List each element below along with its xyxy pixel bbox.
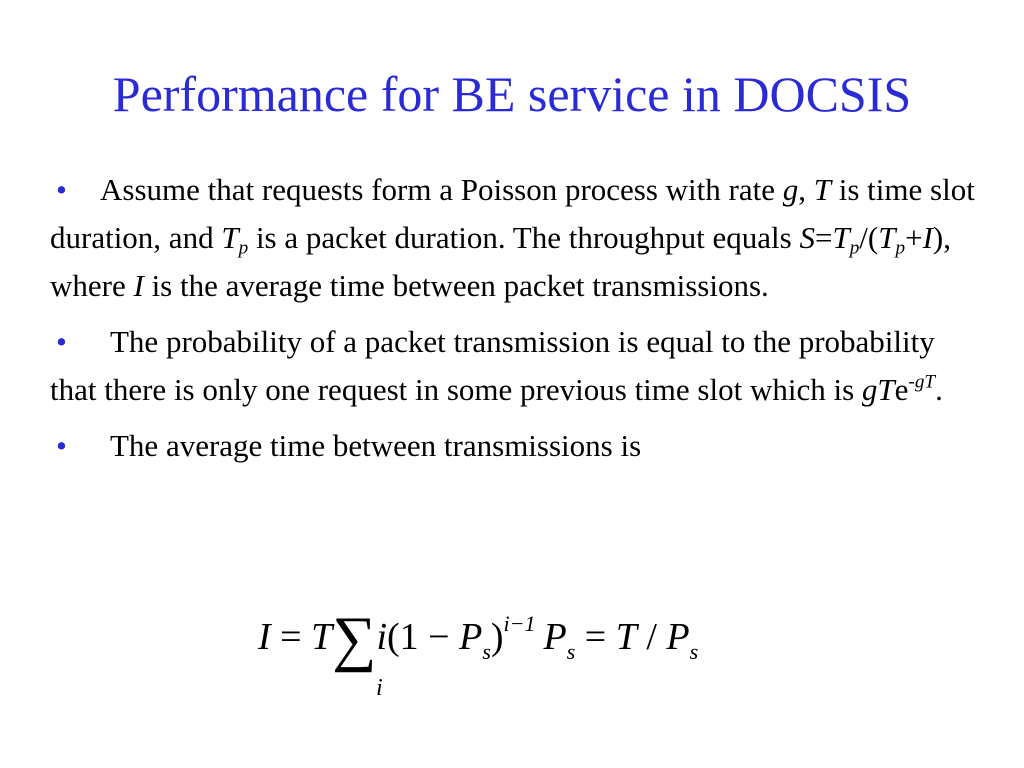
bullet-icon: •	[56, 428, 67, 463]
eq-power: i−1	[503, 611, 536, 636]
exponent-gT: gT	[914, 371, 936, 393]
text-fragment: ), where	[50, 220, 951, 303]
bullet-icon: •	[56, 172, 67, 207]
eq-subscript-s: s	[566, 639, 576, 664]
var-gT: gT	[861, 372, 895, 407]
slide-title: Performance for BE service in DOCSIS	[112, 66, 912, 122]
text-fragment: =	[814, 220, 833, 255]
bullet-text-3: The average time between transmissions is	[110, 428, 642, 463]
equation-line	[258, 604, 698, 672]
bullet-text-1: Assume that requests form a Poisson process with rate	[100, 172, 783, 207]
subscript-p: p	[238, 237, 249, 259]
eq-equals: =	[575, 616, 616, 658]
eq-var-T: T	[615, 616, 637, 658]
var-I: I	[922, 220, 933, 255]
exponent-sign: -	[908, 371, 915, 393]
eq-var-P: P	[666, 616, 690, 658]
var-T: T	[832, 220, 850, 255]
text-fragment: .	[935, 372, 943, 407]
text-fragment: is time slot duration, and	[50, 172, 975, 255]
var-S: S	[799, 220, 815, 255]
bullet-list	[50, 166, 985, 478]
bullet-item	[50, 166, 985, 310]
text-fragment: +	[905, 220, 923, 255]
eq-subscript-s: s	[482, 639, 491, 664]
text-fragment: is a packet duration. The throughput equals	[248, 220, 800, 255]
text-fragment: /(	[859, 220, 879, 255]
text-fragment: is the average time between packet transmissions.	[143, 268, 769, 303]
eq-divide: /	[636, 616, 667, 658]
summation-icon: ∑	[332, 605, 377, 673]
text-fragment: e	[894, 372, 909, 407]
eq-var-i: i	[376, 616, 387, 658]
eq-var-T: T	[311, 616, 333, 658]
eq-subscript-s: s	[689, 639, 699, 664]
eq-equals: =	[270, 616, 312, 658]
average-time-equation	[258, 592, 798, 701]
eq-var-P: P	[543, 616, 567, 658]
bullet-item	[50, 318, 985, 414]
var-Tp: T	[221, 220, 239, 255]
var-T: T	[878, 220, 896, 255]
summation-index: i	[376, 675, 383, 701]
subscript-p: p	[849, 237, 860, 259]
text-fragment: ,	[798, 172, 814, 207]
eq-paren-close: )	[490, 616, 504, 658]
eq-paren-open: (1 −	[387, 616, 460, 658]
bullet-text-2: The probability of a packet transmission is equal to the probability that there is only one request in some previous time slot which is	[50, 324, 935, 407]
var-g: g	[782, 172, 799, 207]
eq-var-I: I	[258, 616, 271, 658]
bullet-item	[50, 422, 985, 470]
bullet-icon: •	[56, 324, 67, 359]
subscript-p: p	[895, 237, 906, 259]
var-I: I	[133, 268, 144, 303]
eq-var-P: P	[459, 616, 483, 658]
var-T: T	[813, 172, 831, 207]
